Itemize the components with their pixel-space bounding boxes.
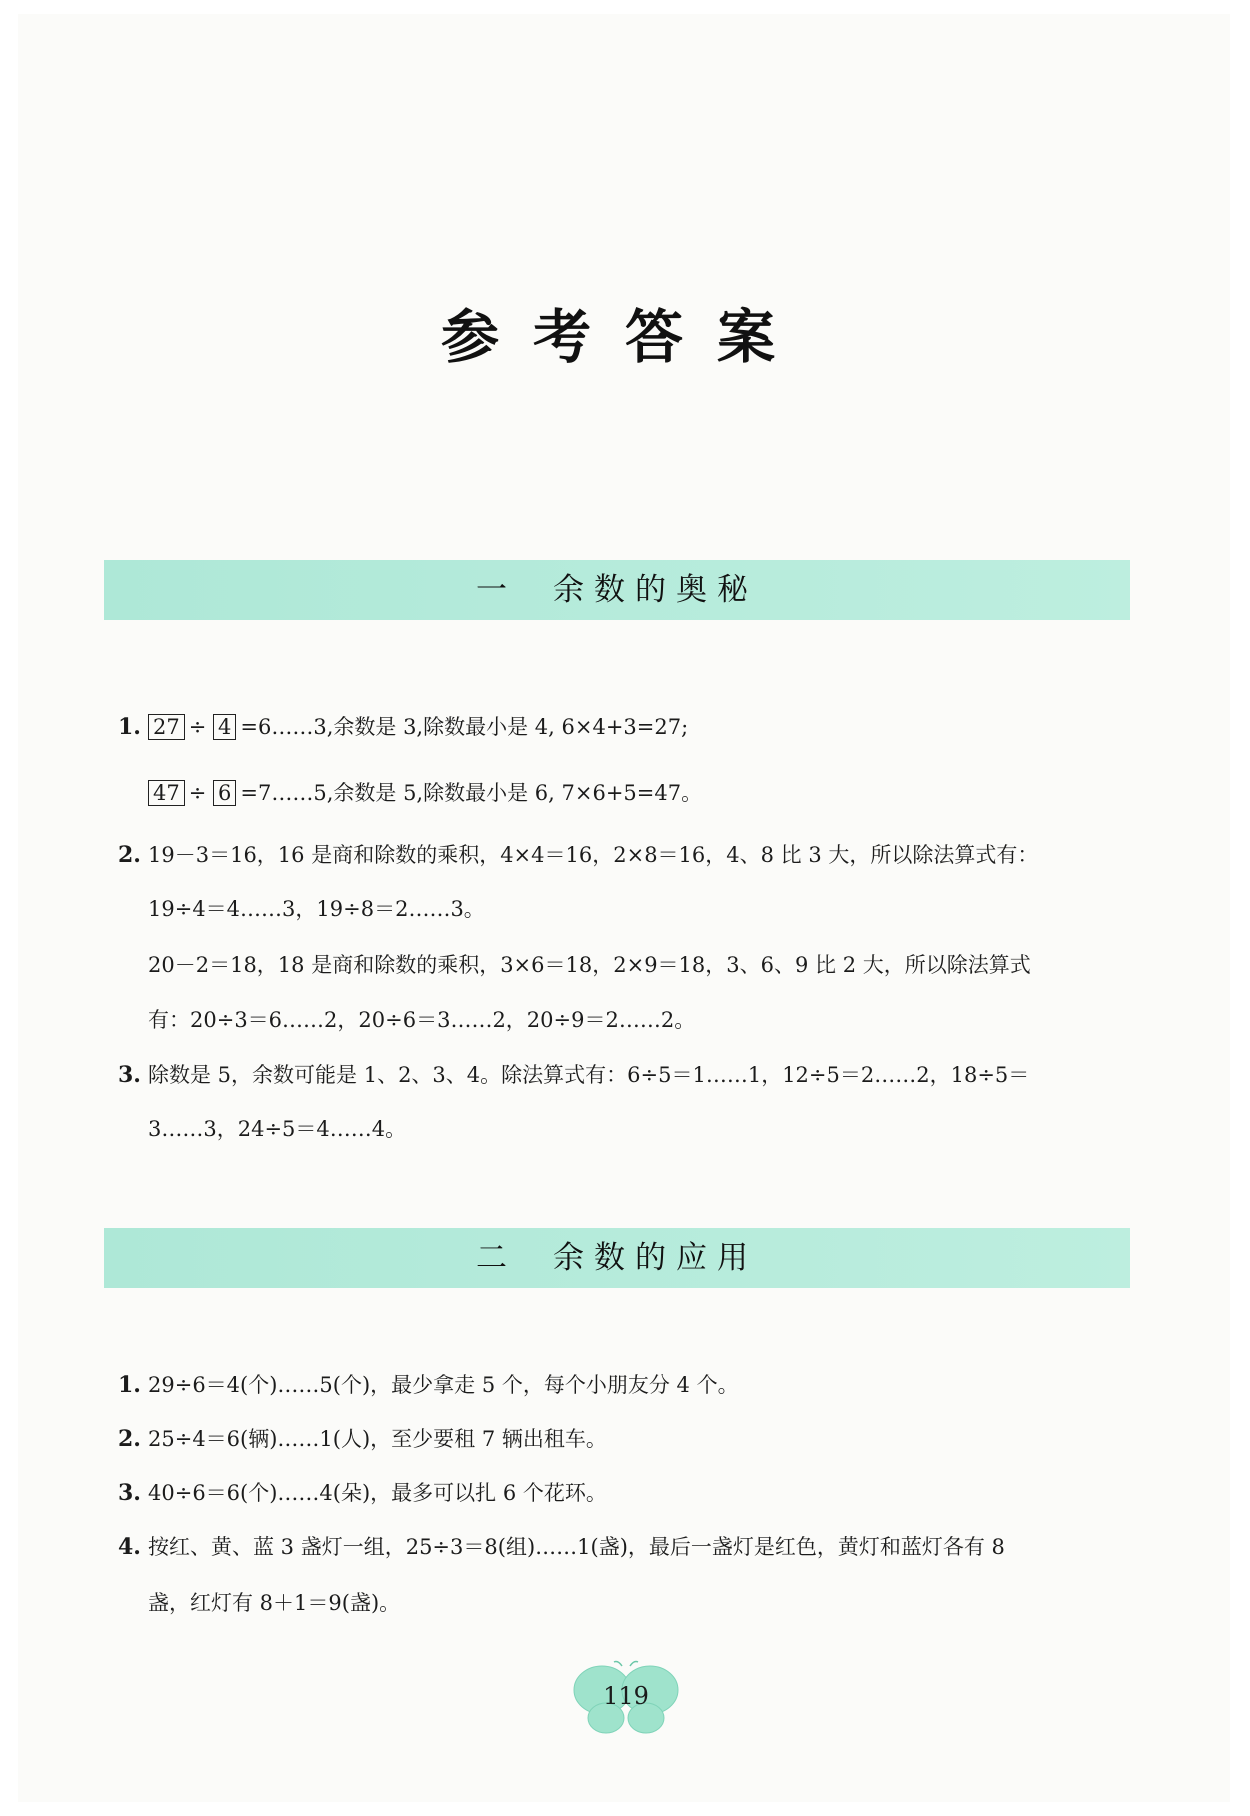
answer-number: 1.: [118, 714, 141, 740]
answer-line: 20－2＝18，18 是商和除数的乘积，3×6＝18，2×9＝18，3、6、9 比 2 大，所以除法算式: [148, 953, 1031, 977]
answer-number: 4.: [118, 1534, 141, 1560]
boxed-number: 6: [213, 780, 236, 806]
boxed-number: 4: [213, 714, 236, 740]
answer-line: 19－3＝16，16 是商和除数的乘积，4×4＝16，2×8＝16，4、8 比 3 大，所以除法算式有：: [148, 843, 1039, 867]
boxed-number: 47: [148, 780, 185, 806]
answer-line: [148, 778, 702, 808]
answer-number: 3.: [118, 1480, 141, 1506]
section-2-title: 余数的应用: [553, 1240, 758, 1276]
answer-number: 3.: [118, 1062, 141, 1088]
answer-line: 40÷6＝6(个)……4(朵)，最多可以扎 6 个花环。: [148, 1481, 607, 1505]
section-2-number: 二: [476, 1240, 513, 1276]
divide-sign: ÷: [188, 781, 207, 805]
answer-number: 1.: [118, 1372, 141, 1398]
answer-line: 29÷6＝4(个)……5(个)，最少拿走 5 个，每个小朋友分 4 个。: [148, 1373, 739, 1397]
answer-number: 2.: [118, 842, 141, 868]
answer-line: 3……3，24÷5＝4……4。: [148, 1117, 407, 1141]
answer-number: 2.: [118, 1426, 141, 1452]
boxed-number: 27: [148, 714, 185, 740]
answer-line: [148, 712, 688, 742]
answer-text: =6……3,余数是 3,除数最小是 4, 6×4+3=27;: [240, 715, 689, 739]
page-number: 119: [603, 1682, 649, 1710]
answer-line: 19÷4＝4……3，19÷8＝2……3。: [148, 897, 485, 921]
section-1-title: 余数的奥秘: [553, 572, 758, 608]
divide-sign: ÷: [188, 715, 207, 739]
answer-line: 除数是 5，余数可能是 1、2、3、4。除法算式有：6÷5＝1……1，12÷5＝2……2，18÷5＝: [148, 1063, 1030, 1087]
answer-line: 按红、黄、蓝 3 盏灯一组，25÷3＝8(组)……1(盏)，最后一盏灯是红色，黄灯和蓝灯各有 8: [148, 1535, 1005, 1559]
page-title: 参考答案: [440, 303, 809, 371]
answer-text: =7……5,余数是 5,除数最小是 6, 7×6+5=47。: [240, 781, 703, 805]
section-banner-1: [104, 560, 1130, 620]
answer-line: 25÷4＝6(辆)……1(人)，至少要租 7 辆出租车。: [148, 1427, 607, 1451]
section-banner-2: [104, 1228, 1130, 1288]
answer-line: 有：20÷3＝6……2，20÷6＝3……2，20÷9＝2……2。: [148, 1008, 696, 1032]
answer-line: 盏，红灯有 8＋1＝9(盏)。: [148, 1591, 401, 1615]
page-number-badge: [572, 1660, 680, 1736]
section-1-number: 一: [476, 572, 513, 608]
